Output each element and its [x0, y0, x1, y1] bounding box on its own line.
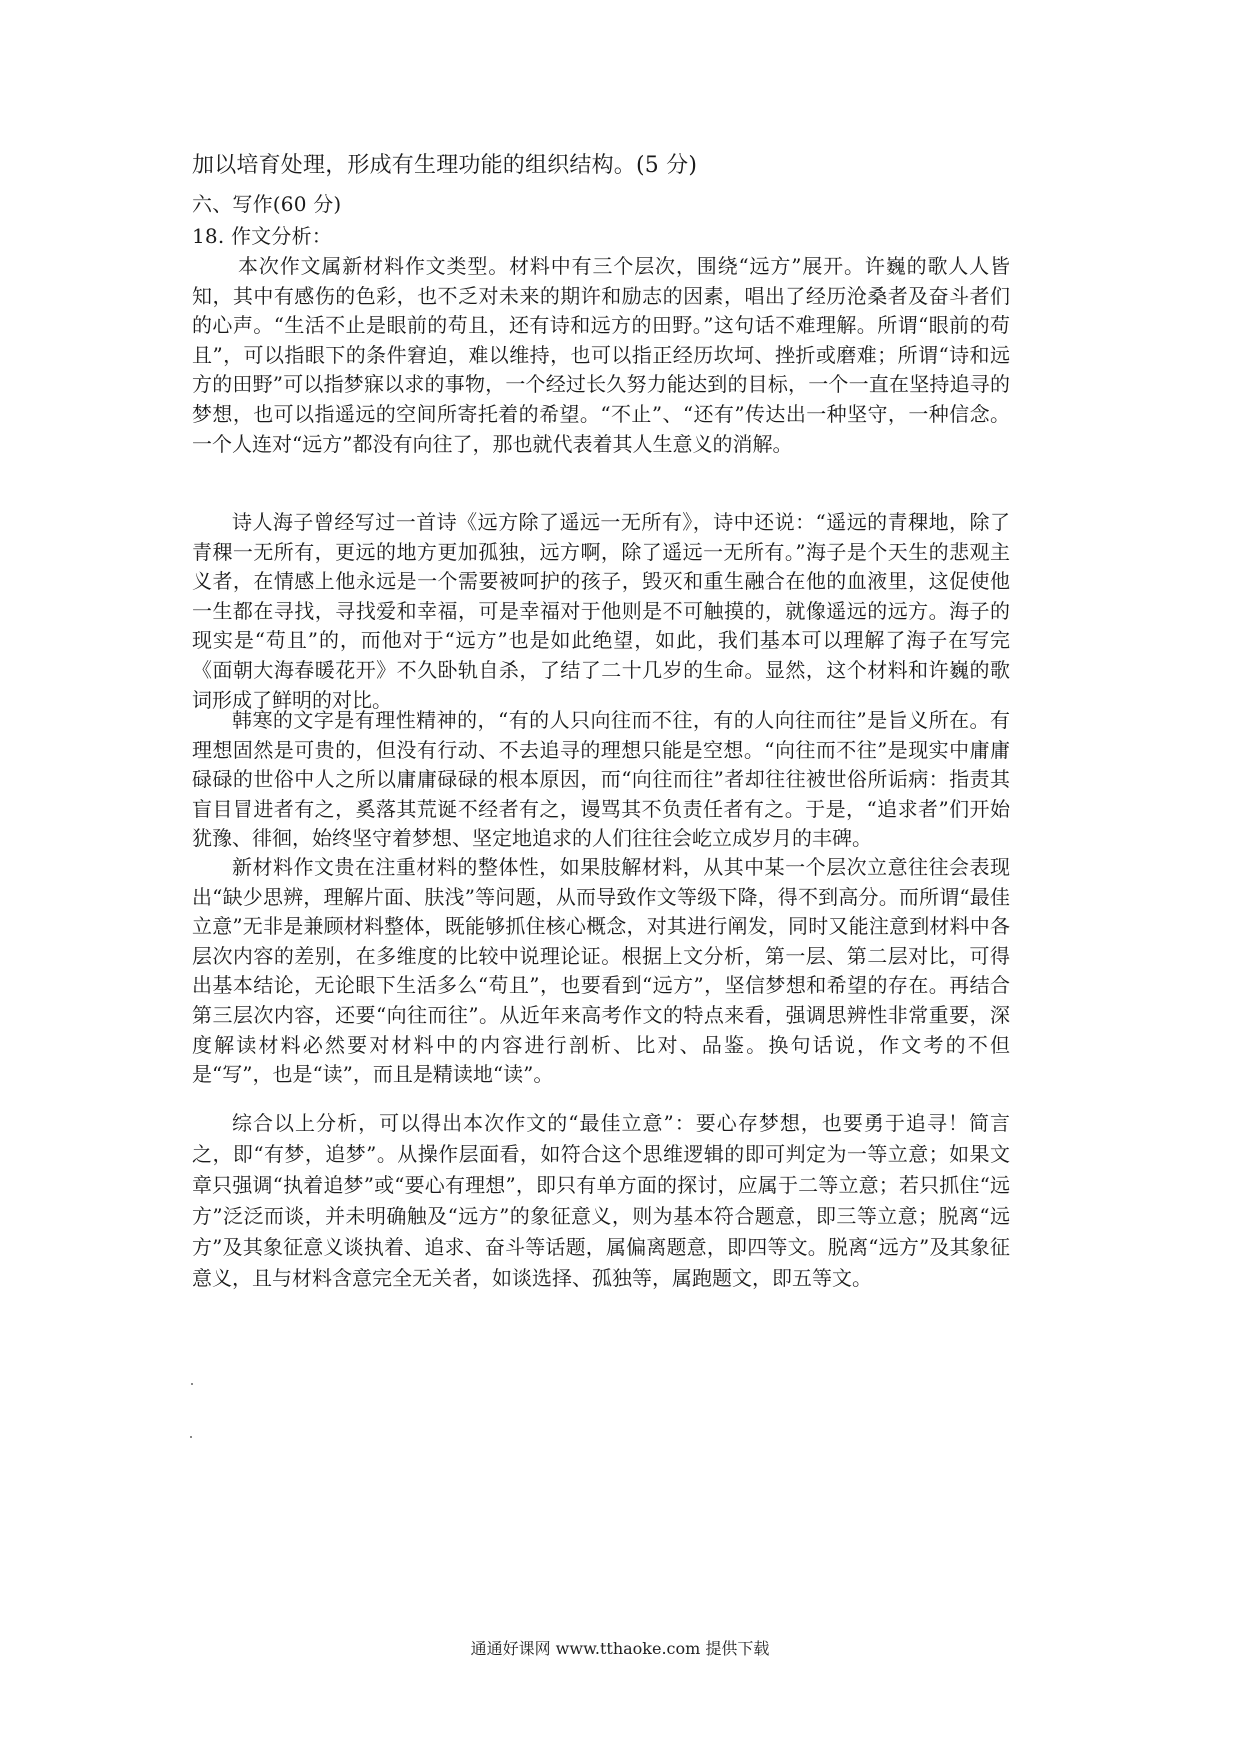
footer-watermark: 通通好课网 www.tthaoke.com 提供下载 [470, 1639, 770, 1658]
scan-speck [190, 1436, 192, 1438]
paragraph-3: 韩寒的文字是有理性精神的，“有的人只向往而不往，有的人向往而往”是旨义所在。有理想固然是可贵的，但没有行动、不去追寻的理想只能是空想。“向往而不往”是现实中庸庸碌碌的世俗中人之所以庸庸碌碌的根本原因，而“向往而往”者却往往被世俗所诟病：指责其盲目冒进者有之，奚落其荒诞不经者有之，谩骂其不负责任者有之。于是，“追求者”们开始犹豫、徘徊，始终坚守着梦想、坚定地追求的人们往往会屹立成岁月的丰碑。 [192, 708, 1010, 851]
question-heading: 18. 作文分析： [192, 224, 332, 248]
section-heading: 六、写作(60 分) [192, 192, 342, 216]
paragraph-5: 综合以上分析，可以得出本次作文的“最佳立意”：要心存梦想，也要勇于追寻！简言之，即“有梦，追梦”。从操作层面看，如符合这个思维逻辑的即可判定为一等立意；如果文章只强调“执着追梦”或“要心有理想”，即只有单方面的探讨，应属于二等立意；若只抓住“远方”泛泛而谈，并未明确触及“远方”的象征意义，则为基本符合题意，即三等立意；脱离“远方”及其象征意义谈执着、追求、奋斗等话题，属偏离题意，即四等文。脱离“远方”及其象征意义，且与材料含意完全无关者，如谈选择、孤独等，属跑题文，即五等文。 [192, 1111, 1010, 1290]
paragraph-2: 诗人海子曾经写过一首诗《远方除了遥远一无所有》，诗中还说：“遥远的青稞地，除了青稞一无所有，更远的地方更加孤独，远方啊，除了遥远一无所有。”海子是个天生的悲观主义者，在情感上他永远是一个需要被呵护的孩子，毁灭和重生融合在他的血液里，这促使他一生都在寻找，寻找爱和幸福，可是幸福对于他则是不可触摸的，就像遥远的远方。海子的现实是“苟且”的，而他对于“远方”也是如此绝望，如此，我们基本可以理解了海子在写完《面朝大海春暖花开》不久卧轨自杀，了结了二十几岁的生命。显然，这个材料和许巍的歌词形成了鲜明的对比。 [192, 510, 1010, 712]
paragraph-4: 新材料作文贵在注重材料的整体性，如果肢解材料，从其中某一个层次立意往往会表现出“缺少思辨，理解片面、肤浅”等问题，从而导致作文等级下降，得不到高分。而所谓“最佳立意”无非是兼顾材料整体，既能够抓住核心概念，对其进行阐发，同时又能注意到材料中各层次内容的差别，在多维度的比较中说理论证。根据上文分析，第一层、第二层对比，可得出基本结论，无论眼下生活多么“苟且”，也要看到“远方”，坚信梦想和希望的存在。再结合第三层次内容，还要“向往而往”。从近年来高考作文的特点来看，强调思辨性非常重要，深度解读材料必然要对材料中的内容进行剖析、比对、品鉴。换句话说，作文考的不但是“写”，也是“读”，而且是精读地“读”。 [192, 855, 1010, 1087]
previous-answer-tail: 加以培育处理，形成有生理功能的组织结构。(5 分) [192, 153, 698, 178]
scan-speck [191, 1383, 193, 1385]
paragraph-1: 本次作文属新材料作文类型。材料中有三个层次，围绕“远方”展开。许巍的歌人人皆知，其中有感伤的色彩，也不乏对未来的期许和励志的因素，唱出了经历沧桑者及奋斗者们的心声。“生活不止是眼前的苟且，还有诗和远方的田野。”这句话不难理解。所谓“眼前的苟且”，可以指眼下的条件窘迫，难以维持，也可以指正经历坎坷、挫折或磨难；所谓“诗和远方的田野”可以指梦寐以求的事物，一个经过长久努力能达到的目标，一个一直在坚持追寻的梦想，也可以指遥远的空间所寄托着的希望。“不止”、“还有”传达出一种坚守，一种信念。一个人连对“远方”都没有向往了，那也就代表着其人生意义的消解。 [192, 254, 1010, 456]
